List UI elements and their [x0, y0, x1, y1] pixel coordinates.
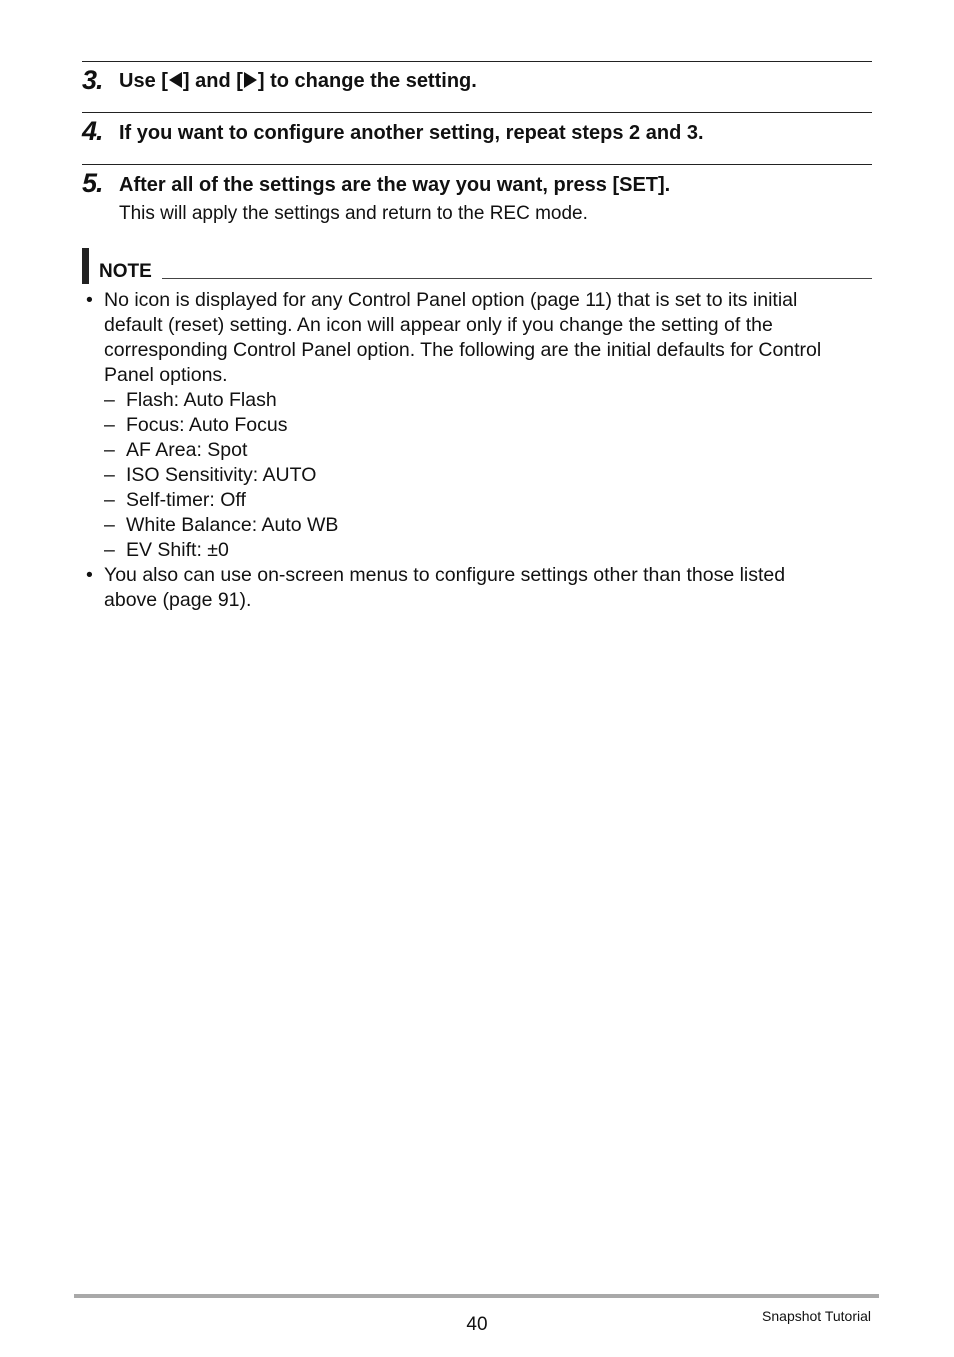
note-bullet-1-line: No icon is displayed for any Control Panel option (page 11) that is set to its initial [104, 289, 798, 311]
dash-icon: – [104, 439, 115, 461]
left-arrow-icon [169, 72, 182, 88]
default-item: ISO Sensitivity: AUTO [126, 464, 317, 486]
note-bullet-1-line: Panel options. [104, 364, 228, 386]
step-number: 5. [82, 168, 103, 198]
step-4 [82, 112, 872, 146]
default-item: Focus: Auto Focus [126, 414, 288, 436]
step-title [119, 70, 477, 93]
note-bullet-2-line: above (page 91). [104, 589, 252, 611]
dash-icon: – [104, 389, 115, 411]
note-divider [162, 278, 872, 279]
step-3 [82, 61, 872, 95]
note-bullet-2-line: You also can use on-screen menus to configure settings other than those listed [104, 564, 786, 586]
section-name: Snapshot Tutorial [762, 1308, 871, 1324]
note-bar [82, 248, 89, 284]
step-description: This will apply the settings and return to the REC mode. [119, 203, 588, 224]
footer-divider [74, 1294, 879, 1298]
dash-icon: – [104, 414, 115, 436]
step-title: If you want to configure another setting, repeat steps 2 and 3. [119, 122, 704, 144]
step-5 [82, 164, 872, 224]
dash-icon: – [104, 539, 115, 561]
note-label: NOTE [99, 261, 152, 282]
page-number: 40 [466, 1314, 488, 1335]
dash-icon: – [104, 464, 115, 486]
default-item: Self-timer: Off [126, 489, 246, 511]
default-item: EV Shift: ±0 [126, 539, 229, 561]
step-number: 3. [82, 65, 103, 95]
step-title-part: ] to change the setting. [257, 70, 477, 92]
default-item: Flash: Auto Flash [126, 389, 277, 411]
right-arrow-icon [244, 72, 257, 88]
bullet-icon: • [86, 564, 93, 586]
step-title: After all of the settings are the way you want, press [SET]. [119, 174, 671, 196]
note-bullet-1-line: corresponding Control Panel option. The following are the initial defaults for Control [104, 339, 822, 361]
step-number: 4. [82, 116, 103, 146]
bullet-icon: • [86, 289, 93, 311]
note-bullet-1-line: default (reset) setting. An icon will appear only if you change the setting of the [104, 314, 773, 336]
dash-icon: – [104, 514, 115, 536]
default-item: White Balance: Auto WB [126, 514, 339, 536]
default-item: AF Area: Spot [126, 439, 248, 461]
step-title-part: Use [ [119, 70, 168, 92]
dash-icon: – [104, 489, 115, 511]
step-title-part: ] and [ [182, 70, 243, 92]
